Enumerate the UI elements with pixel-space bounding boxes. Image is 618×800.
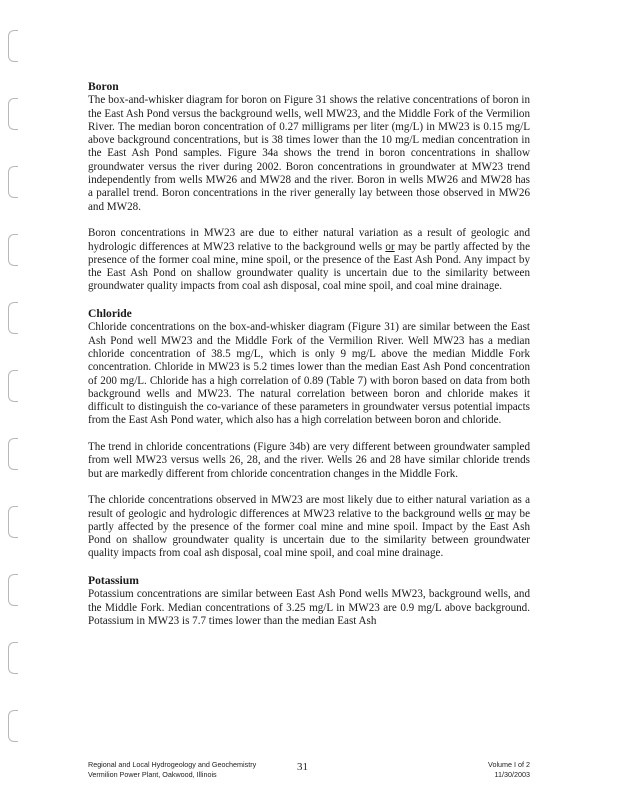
binder-ring: [8, 438, 18, 470]
paragraph: Boron concentrations in MW23 are due to either natural variation as a result of geologic and hydrologic differences at MW23 relative to the background wells or may be partly affected by the presence of the former coal mine, mine spoil, or the presence of the East Ash Pond. Any impact by the East Ash Pond on shallow groundwater quality is uncertain due to the similarity between groundwater quality impacts from coal ash disposal, coal mine spoil, and coal mine drainage.: [88, 227, 530, 293]
page-number: 31: [297, 761, 308, 773]
binder-ring: [8, 506, 18, 538]
section-boron: [88, 80, 530, 294]
footer-report-info: [88, 760, 256, 780]
section-heading: Potassium: [88, 573, 139, 587]
footer-location: Vermilion Power Plant, Oakwood, Illinois: [88, 770, 217, 779]
paragraph: The chloride concentrations observed in MW23 are most likely due to either natural variation as a result of geologic and hydrologic differences at MW23 relative to the background wells or may be partly affected by the presence of the former coal mine and mine spoil. Impact by the East Ash Pond on shallow groundwater quality is uncertain due to the similarity between groundwater quality impacts from coal ash disposal, coal mine spoil, and coal mine drainage.: [88, 494, 530, 560]
binder-ring: [8, 234, 18, 266]
binder-ring: [8, 370, 18, 402]
binder-ring: [8, 574, 18, 606]
footer-volume-info: [488, 760, 530, 780]
binder-ring: [8, 30, 18, 62]
section-heading: Boron: [88, 80, 119, 93]
section-chloride: [88, 307, 530, 561]
binder-rings: [0, 0, 30, 800]
binder-ring: [8, 642, 18, 674]
document-body: [88, 80, 530, 641]
footer-report-title: Regional and Local Hydrogeology and Geochemistry: [88, 760, 257, 769]
paragraph: The box-and-whisker diagram for boron on Figure 31 shows the relative concentrations of boron in the East Ash Pond versus the background wells, well MW23, and the Middle Fork of the Vermilion River. The median boron concentration of 0.27 milligrams per liter (mg/L) in MW23 is 0.15 mg/L above background concentrations, but is 38 times lower than the 10 mg/L median concentration in the East Ash Pond samples. Figure 34a shows the trend in boron concentrations in shallow groundwater versus the river during 2002. Boron concentrations in groundwater at MW23 trend independently from wells MW26 and MW28 and the river. Boron in wells MW26 and MW28 has a parallel trend. Boron concentrations in the river generally lay between those observed in MW26 and MW28.: [88, 94, 530, 213]
paragraph: Potassium concentrations are similar between East Ash Pond wells MW23, background wells, and the Middle Fork. Median concentrations of 3.25 mg/L in MW23 are 0.9 mg/L above background. Potassium in MW23 is 7.7 times lower than the median East Ash: [88, 588, 530, 627]
binder-ring: [8, 166, 18, 198]
binder-ring: [8, 302, 18, 334]
section-heading: Chloride: [88, 307, 132, 321]
binder-ring: [8, 98, 18, 130]
paragraph: The trend in chloride concentrations (Figure 34b) are very different between groundwater sampled from well MW23 versus wells 26, 28, and the river. Wells 26 and 28 have similar chloride trends but are markedly different from chloride concentration changes in the Middle Fork.: [88, 441, 530, 480]
section-potassium: [88, 574, 530, 628]
binder-ring: [8, 710, 18, 742]
paragraph: Chloride concentrations on the box-and-whisker diagram (Figure 31) are similar between the East Ash Pond well MW23 and the Middle Fork of the Vermilion River. Well MW23 has a median chloride concentration of 38.5 mg/L, which is only 9 mg/L above the median Middle Fork concentration. Chloride in MW23 is 5.2 times lower than the median East Ash Pond concentration of 200 mg/L. Chloride has a high correlation of 0.89 (Table 7) with boron based on data from both background wells and MW23. The natural correlation between boron and chloride makes it difficult to distinguish the co-variance of these parameters in groundwater versus potential impacts from the East Ash Pond water, which also has a high correlation between boron and chloride.: [88, 321, 530, 427]
footer-date: 11/30/2003: [494, 770, 530, 779]
footer-volume: Volume I of 2: [488, 760, 530, 769]
